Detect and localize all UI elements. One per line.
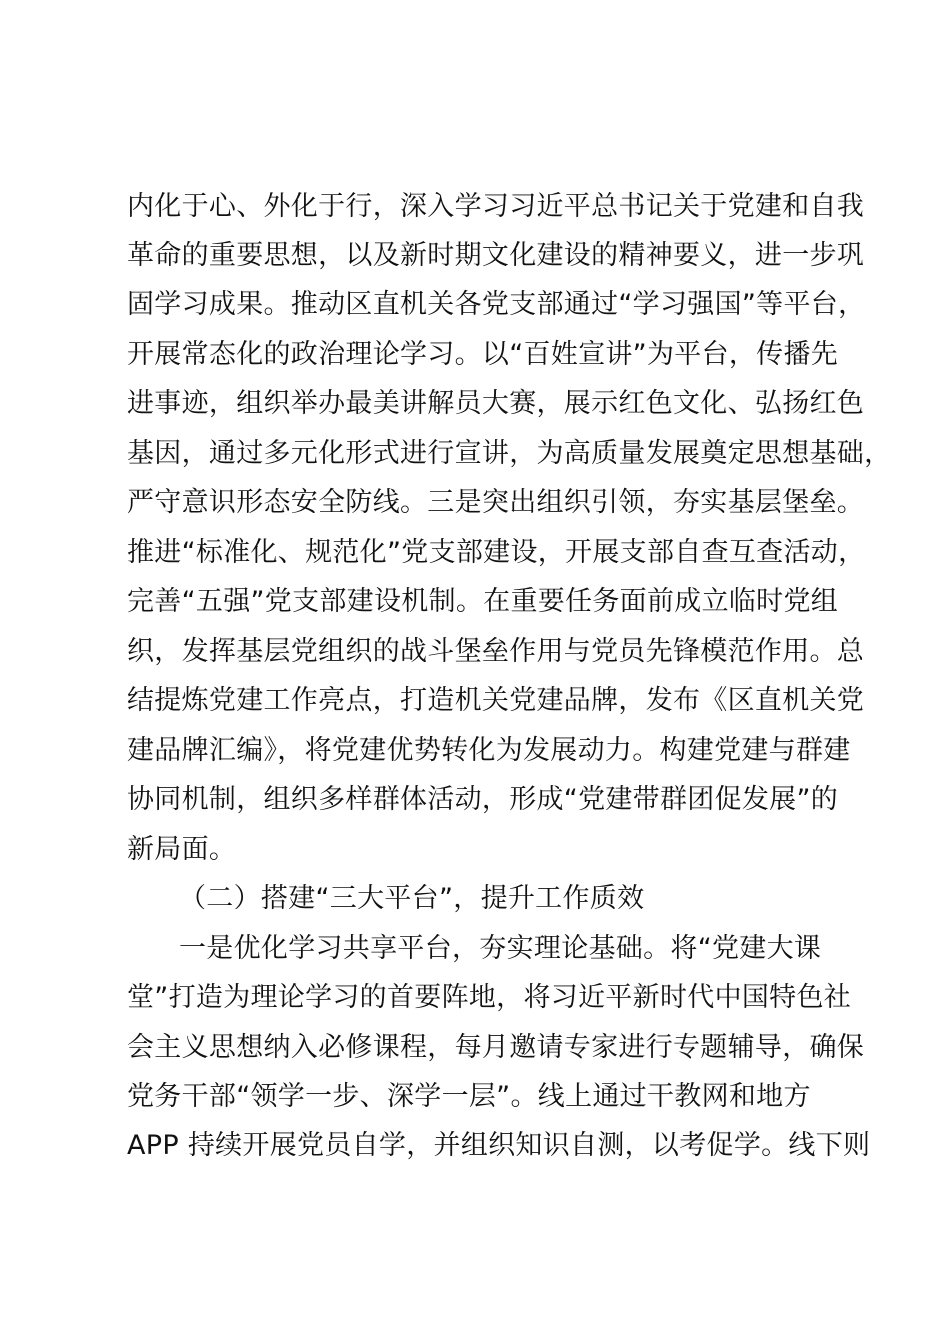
- text-line: 协同机制，组织多样群体活动，形成“党建带群团促发展”的: [127, 784, 839, 815]
- text-line: 基因，通过多元化形式进行宣讲，为高质量发展奠定思想基础，: [127, 438, 892, 469]
- section-heading: （二）搭建“三大平台”，提升工作质效: [179, 883, 645, 914]
- text-line: 织，发挥基层党组织的战斗堡垒作用与党员先锋模范作用。总: [127, 636, 865, 667]
- text-line: APP 持续开展党员自学，并组织知识自测，以考促学。线下则: [127, 1130, 871, 1161]
- text-line: 革命的重要思想，以及新时期文化建设的精神要义，进一步巩: [127, 240, 865, 271]
- text-line: 一是优化学习共享平台，夯实理论基础。将“党建大课: [179, 933, 822, 964]
- text-line: 内化于心、外化于行，深入学习习近平总书记关于党建和自我: [127, 191, 865, 222]
- text-line: 党务干部“领学一步、深学一层”。线上通过干教网和地方: [127, 1081, 811, 1112]
- text-line: 推进“标准化、规范化”党支部建设，开展支部自查互查活动，: [127, 537, 866, 568]
- text-line: 堂”打造为理论学习的首要阵地，将习近平新时代中国特色社: [127, 982, 852, 1013]
- text-line: 会主义思想纳入必修课程，每月邀请专家进行专题辅导，确保: [127, 1032, 865, 1063]
- text-line: 完善“五强”党支部建设机制。在重要任务面前成立临时党组: [127, 586, 839, 617]
- text-line: 新局面。: [127, 834, 237, 865]
- text-line: 结提炼党建工作亮点，打造机关党建品牌，发布《区直机关党: [127, 685, 865, 716]
- text-line: 固学习成果。推动区直机关各党支部通过“学习强国”等平台，: [127, 289, 866, 320]
- text-line: 严守意识形态安全防线。三是突出组织引领，夯实基层堡垒。: [127, 487, 865, 518]
- text-line: 开展常态化的政治理论学习。以“百姓宣讲”为平台，传播先: [127, 339, 839, 370]
- text-line: 进事迹，组织举办最美讲解员大赛，展示红色文化、弘扬红色: [127, 388, 865, 419]
- text-line: 建品牌汇编》，将党建优势转化为发展动力。构建党建与群建: [127, 735, 851, 766]
